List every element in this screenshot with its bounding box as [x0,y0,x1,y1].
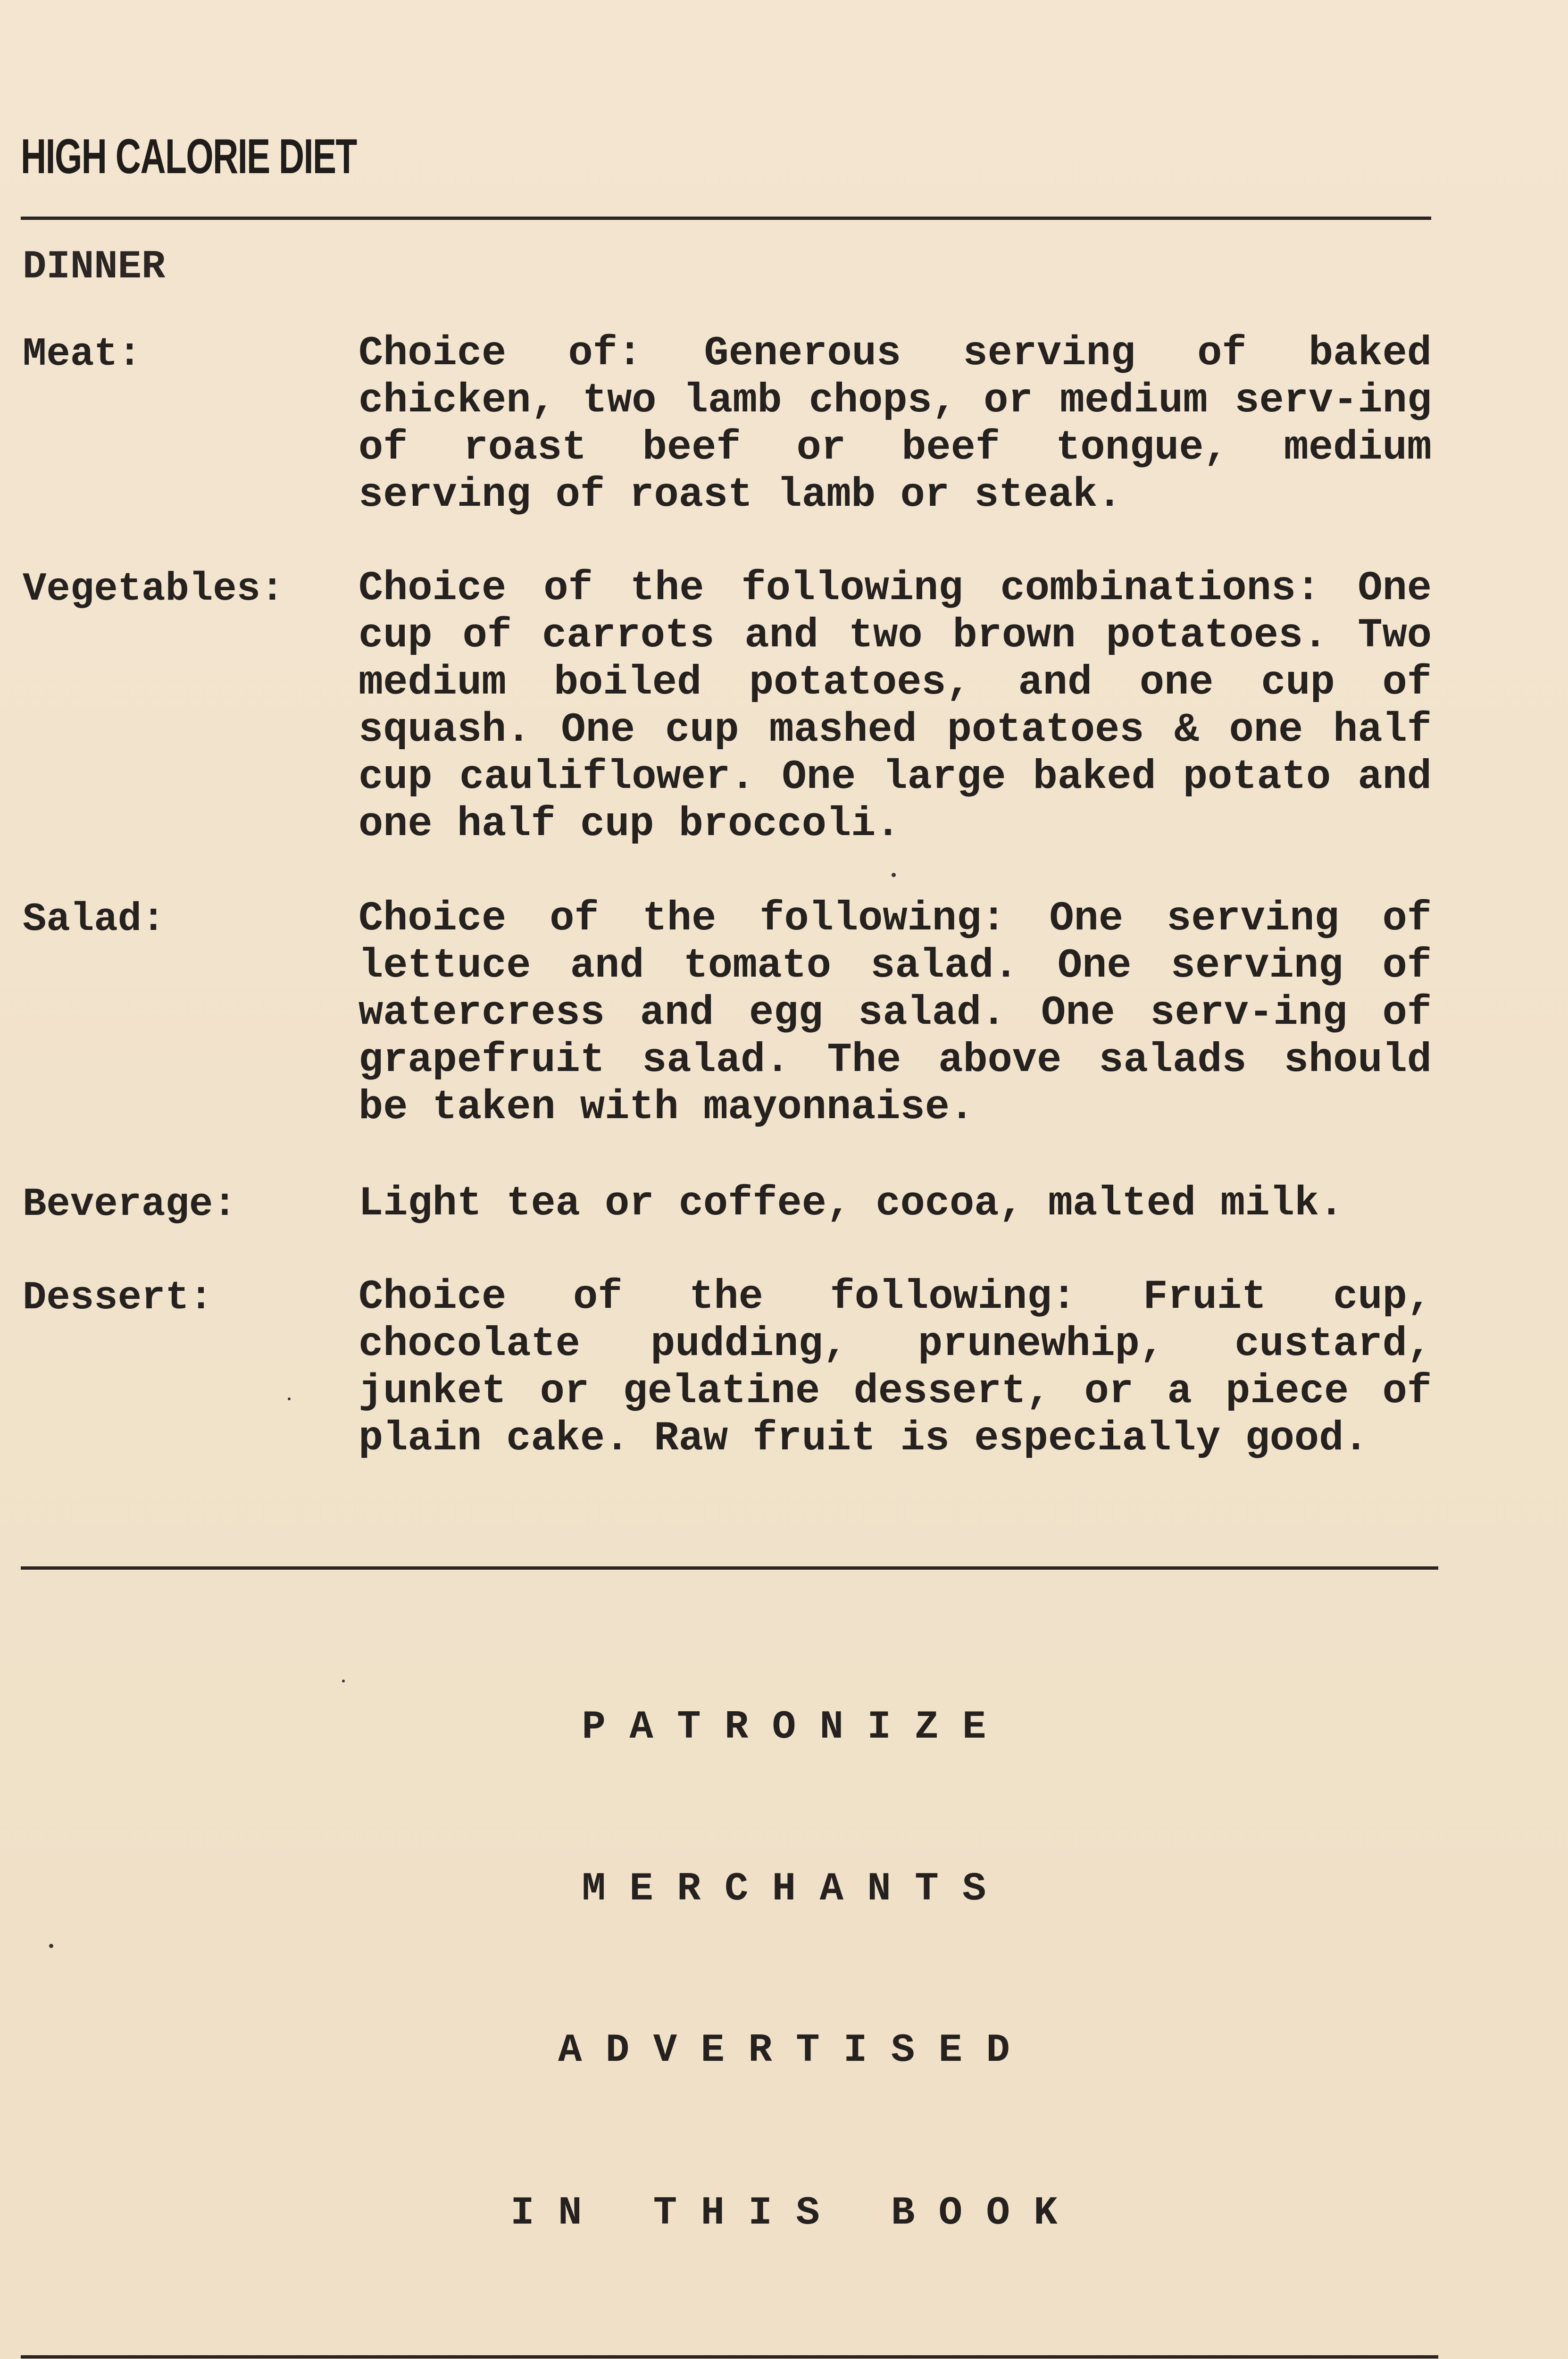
ink-speck [342,1680,345,1682]
salad-label: Salad: [23,897,166,942]
promo-line-merchants: M E R C H A N T S [582,1867,986,1912]
ink-speck [288,1397,291,1400]
vegetables-label: Vegetables: [23,567,284,612]
meat-text: Choice of: Generous serving of baked chicken, two lamb chops, or medium serv-ing of roast beef or beef tongue, medium serving of roast lamb or steak. [359,331,1432,519]
promo-line-in-this-book: I N T H I S B O O K [510,2191,1058,2236]
dessert-label: Dessert: [23,1276,213,1321]
salad-text: Choice of the following: One serving of lettuce and tomato salad. One serving of watercress and egg salad. One serv-ing of grapefruit salad. The above salads should be taken with mayonnaise. [359,896,1432,1131]
meat-label: Meat: [23,332,142,377]
promo-line-patronize: P A T R O N I Z E [582,1705,986,1750]
page-title: HIGH CALORIE DIET [21,129,357,184]
bottom-divider [21,2355,1438,2359]
top-divider [21,217,1431,220]
beverage-label: Beverage: [23,1182,237,1227]
beverage-text: Light tea or coffee, cocoa, malted milk. [359,1181,1344,1227]
dessert-text: Choice of the following: Fruit cup, chocolate pudding, prunewhip, custard, junket or gelatine dessert, or a piece of plain cake. Raw fruit is especially good. [359,1274,1432,1462]
middle-divider [21,1566,1438,1570]
ink-speck [892,873,896,877]
promo-line-advertised: A D V E R T I S E D [558,2028,1010,2073]
ink-speck [49,1944,53,1948]
vegetables-text: Choice of the following combinations: One cup of carrots and two brown potatoes. Two medium boiled potatoes, and one cup of squash. One cup mashed potatoes & one half cup cauliflower. One large baked potato and one half cup broccoli. [359,566,1432,848]
section-heading: DINNER [23,245,166,290]
